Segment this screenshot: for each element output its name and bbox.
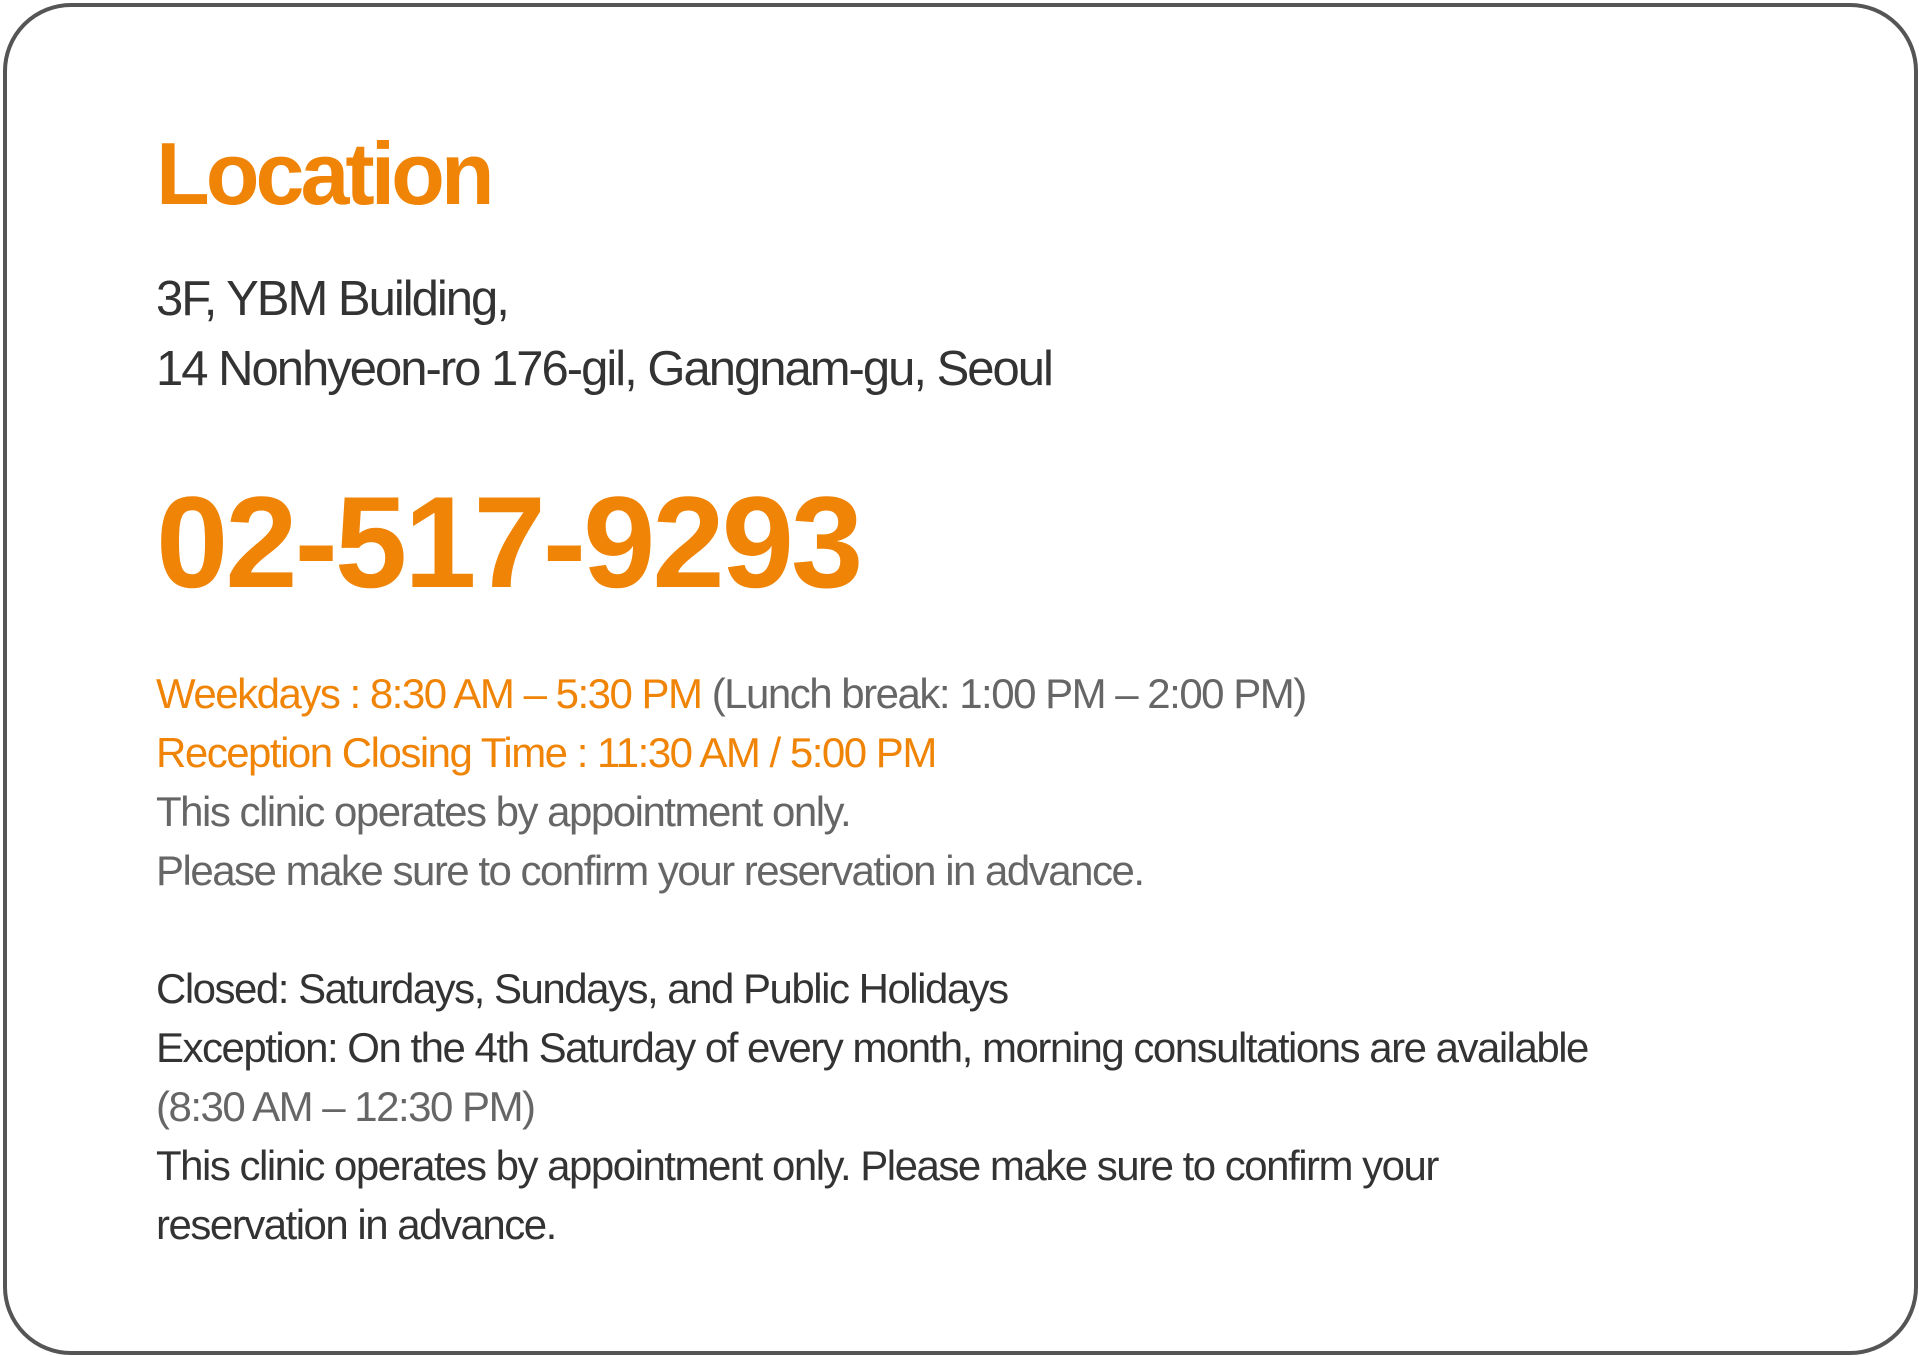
- lunch-break: (Lunch break: 1:00 PM – 2:00 PM): [701, 670, 1306, 717]
- location-content: [156, 122, 1836, 1254]
- closing-note-line-1: This clinic operates by appointment only. Please make sure to confirm your: [156, 1142, 1438, 1189]
- address-block: [156, 264, 1836, 404]
- address-line-1: 3F, YBM Building,: [156, 272, 508, 326]
- reservation-note: Please make sure to confirm your reservation in advance.: [156, 847, 1144, 894]
- weekday-hours: Weekdays : 8:30 AM – 5:30 PM: [156, 670, 702, 717]
- exception-hours: (8:30 AM – 12:30 PM): [156, 1083, 535, 1130]
- spacer: [156, 900, 1836, 959]
- address-line-2: 14 Nonhyeon-ro 176-gil, Gangnam-gu, Seoul: [156, 342, 1052, 396]
- closing-note-line-2: reservation in advance.: [156, 1201, 556, 1248]
- closed-days: Closed: Saturdays, Sundays, and Public Holidays: [156, 965, 1008, 1012]
- appointment-note: This clinic operates by appointment only.: [156, 788, 851, 835]
- hours-block: [156, 664, 1836, 1254]
- reception-closing-time: Reception Closing Time : 11:30 AM / 5:00 PM: [156, 729, 936, 776]
- phone-number[interactable]: 02-517-9293: [156, 469, 861, 615]
- saturday-exception: Exception: On the 4th Saturday of every month, morning consultations are available: [156, 1024, 1588, 1071]
- location-card: [3, 3, 1918, 1355]
- weekday-hours-line: [156, 664, 1836, 723]
- location-title: Location: [156, 124, 491, 223]
